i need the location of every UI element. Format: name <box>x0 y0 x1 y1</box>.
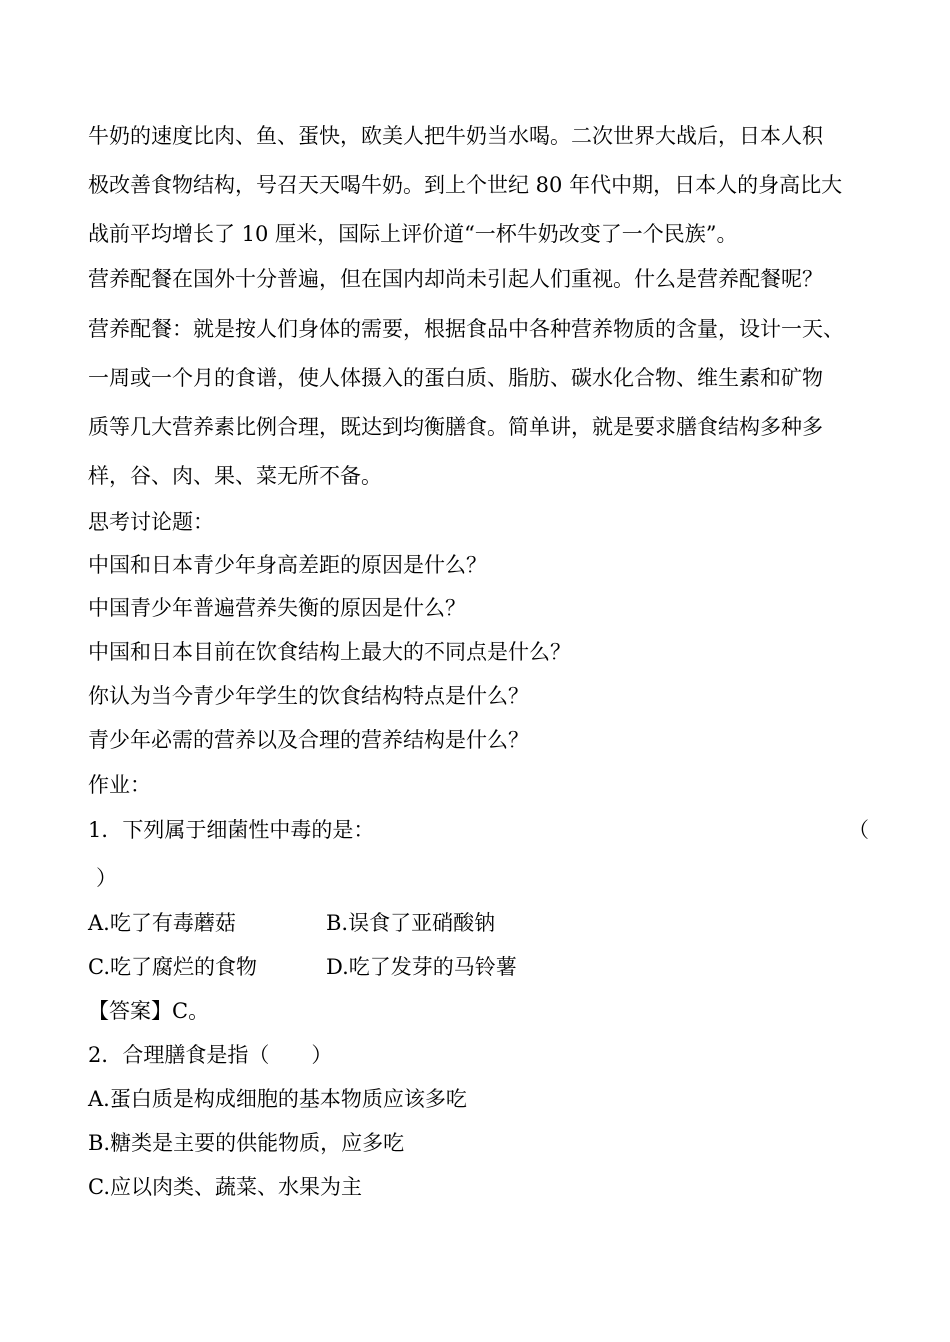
question-1-option-b: B.误食了亚硝酸钠 <box>326 911 496 935</box>
discussion-question: 中国青少年普遍营养失衡的原因是什么？ <box>88 596 466 620</box>
paragraph-line: 样，谷、肉、果、菜无所不备。 <box>88 464 382 488</box>
answer-bracket-open: （ <box>848 818 869 842</box>
question-2-stem: 2．合理膳食是指（ ） <box>88 1043 333 1067</box>
discussion-question: 你认为当今青少年学生的饮食结构特点是什么？ <box>88 684 529 708</box>
paragraph-line: 战前平均增长了 10 厘米，国际上评价道“一杯牛奶改变了一个民族”。 <box>88 222 738 246</box>
question-1-option-c: C.吃了腐烂的食物 <box>88 955 257 979</box>
paragraph-line: 质等几大营养素比例合理，既达到均衡膳食。简单讲，就是要求膳食结构多种多 <box>88 415 823 439</box>
question-1-answer: 【答案】C。 <box>88 999 210 1023</box>
discussion-question: 中国和日本目前在饮食结构上最大的不同点是什么？ <box>88 640 571 664</box>
answer-bracket-close: ） <box>96 866 117 890</box>
question-2-option-c: C.应以肉类、蔬菜、水果为主 <box>88 1175 362 1199</box>
discussion-question: 青少年必需的营养以及合理的营养结构是什么？ <box>88 728 529 752</box>
question-1-option-a: A.吃了有毒蘑菇 <box>88 911 236 935</box>
paragraph-line: 一周或一个月的食谱，使人体摄入的蛋白质、脂肪、碳水化合物、维生素和矿物 <box>88 366 823 390</box>
question-1-stem: 1．下列属于细菌性中毒的是： <box>88 818 375 842</box>
discussion-heading: 思考讨论题： <box>88 510 214 534</box>
question-1-option-d: D.吃了发芽的马铃薯 <box>326 955 517 979</box>
question-2-option-a: A.蛋白质是构成细胞的基本物质应该多吃 <box>88 1087 467 1111</box>
homework-heading: 作业： <box>88 773 151 797</box>
question-2-option-b: B.糖类是主要的供能物质，应多吃 <box>88 1131 405 1155</box>
paragraph-line: 营养配餐：就是按人们身体的需要，根据食品中各种营养物质的含量，设计一天、 <box>88 317 844 341</box>
discussion-question: 中国和日本青少年身高差距的原因是什么？ <box>88 553 487 577</box>
paragraph-line: 牛奶的速度比肉、鱼、蛋快，欧美人把牛奶当水喝。二次世界大战后，日本人积 <box>88 124 823 148</box>
paragraph-line: 营养配餐在国外十分普遍，但在国内却尚未引起人们重视。什么是营养配餐呢？ <box>88 267 823 291</box>
paragraph-line: 极改善食物结构，号召天天喝牛奶。到上个世纪 80 年代中期，日本人的身高比大 <box>88 173 843 197</box>
